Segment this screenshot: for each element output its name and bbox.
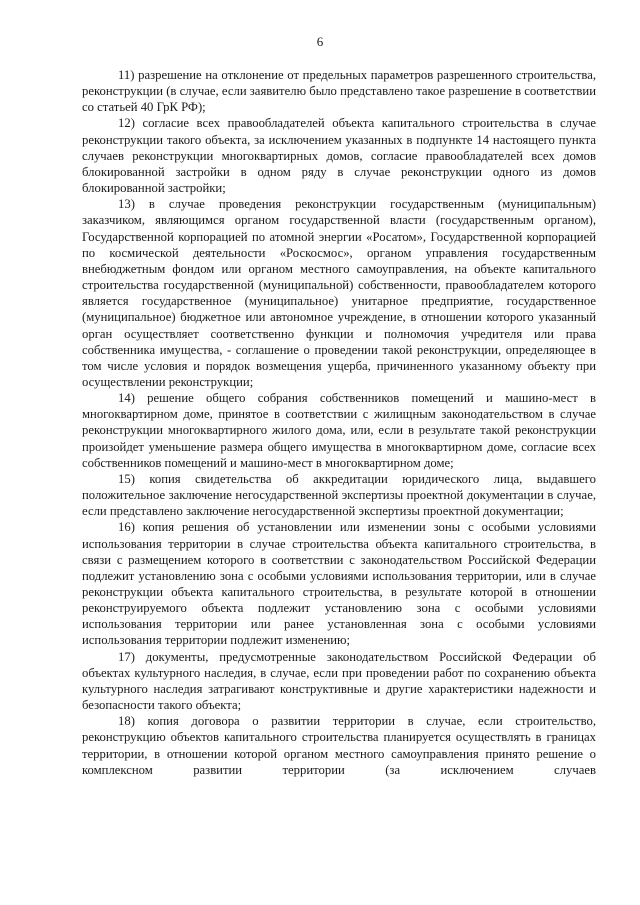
paragraph-item-18: 18) копия договора о развитии территории в случае, если строительство, реконструкцию объектов капитального строительства планируется осуществлять в границах территории, в отношении которой органом местного самоуправления принято решение о комплексном развитии территории (за исключением случаев: [82, 714, 596, 777]
paragraph-item-17: 17) документы, предусмотренные законодательством Российской Федерации об объектах культурного наследия, в случае, если при проведении работ по сохранению объекта культурного наследия затрагивают конструктивные и другие характеристики надежности и безопасности такого объекта;: [82, 649, 596, 713]
paragraph-item-16: 16) копия решения об установлении или изменении зоны с особыми условиями использования территории в случае строительства объекта капитального строительства, в связи с размещением которого в соответствии с законодательством Российской Федерации подлежит установлению зона с особыми условиями использования территории, или в случае реконструкции объекта капитального строительства, в результате которой в отношении реконструируемого объекта подлежит установлению зона с особыми условиями использования территории или ранее установленная зона с особыми условиями использования территории подлежит изменению;: [82, 520, 596, 648]
document-body: [82, 67, 596, 778]
paragraph-item-15: 15) копия свидетельства об аккредитации юридического лица, выдавшего положительное заключение негосударственной экспертизы проектной документации в случае, если представлено заключение негосударственной экспертизы проектной документации;: [82, 471, 596, 519]
paragraph-item-13: 13) в случае проведения реконструкции государственным (муниципальным) заказчиком, являющимся органом государственной власти (государственным органом), Государственной корпорацией по атомной энергии «Росатом», Государственной корпорацией по космической деятельности «Роскосмос», органом управления государственным внебюджетным фондом или органом местного самоуправления, на объекте капитального строительства государственной (муниципальной) собственности, правообладателем которого является государственное (муниципальное) унитарное предприятие, государственное (муниципальное) бюджетное или автономное учреждение, в отношении которого указанный орган осуществляет соответственно функции и полномочия учредителя или права собственника имущества, - соглашение о проведении такой реконструкции, определяющее в том числе условия и порядок возмещения ущерба, причиненного указанному объекту при осуществлении реконструкции;: [82, 197, 596, 389]
paragraph-item-11: 11) разрешение на отклонение от предельных параметров разрешенного строительства, реконструкции (в случае, если заявителю было представлено такое разрешение в соответствии со статьей 40 ГрК РФ);: [82, 68, 596, 115]
page-number: 6: [316, 34, 324, 49]
paragraph-item-12: 12) согласие всех правообладателей объекта капитального строительства в случае реконструкции такого объекта, за исключением указанных в подпункте 14 настоящего пункта случаев реконструкции многоквартирных домов, согласие правообладателей всех домов блокированной застройки в одном ряду в случае реконструкции одного из домов блокированной застройки;: [82, 116, 596, 196]
paragraph-item-14: 14) решение общего собрания собственников помещений и машино-мест в многоквартирном доме, принятое в соответствии с жилищным законодательством в случае реконструкции многоквартирного жилого дома, или, если в результате такой реконструкции произойдет уменьшение размера общего имущества в многоквартирном доме, согласие всех собственников помещений и машино-мест в многоквартирном доме;: [82, 391, 596, 470]
